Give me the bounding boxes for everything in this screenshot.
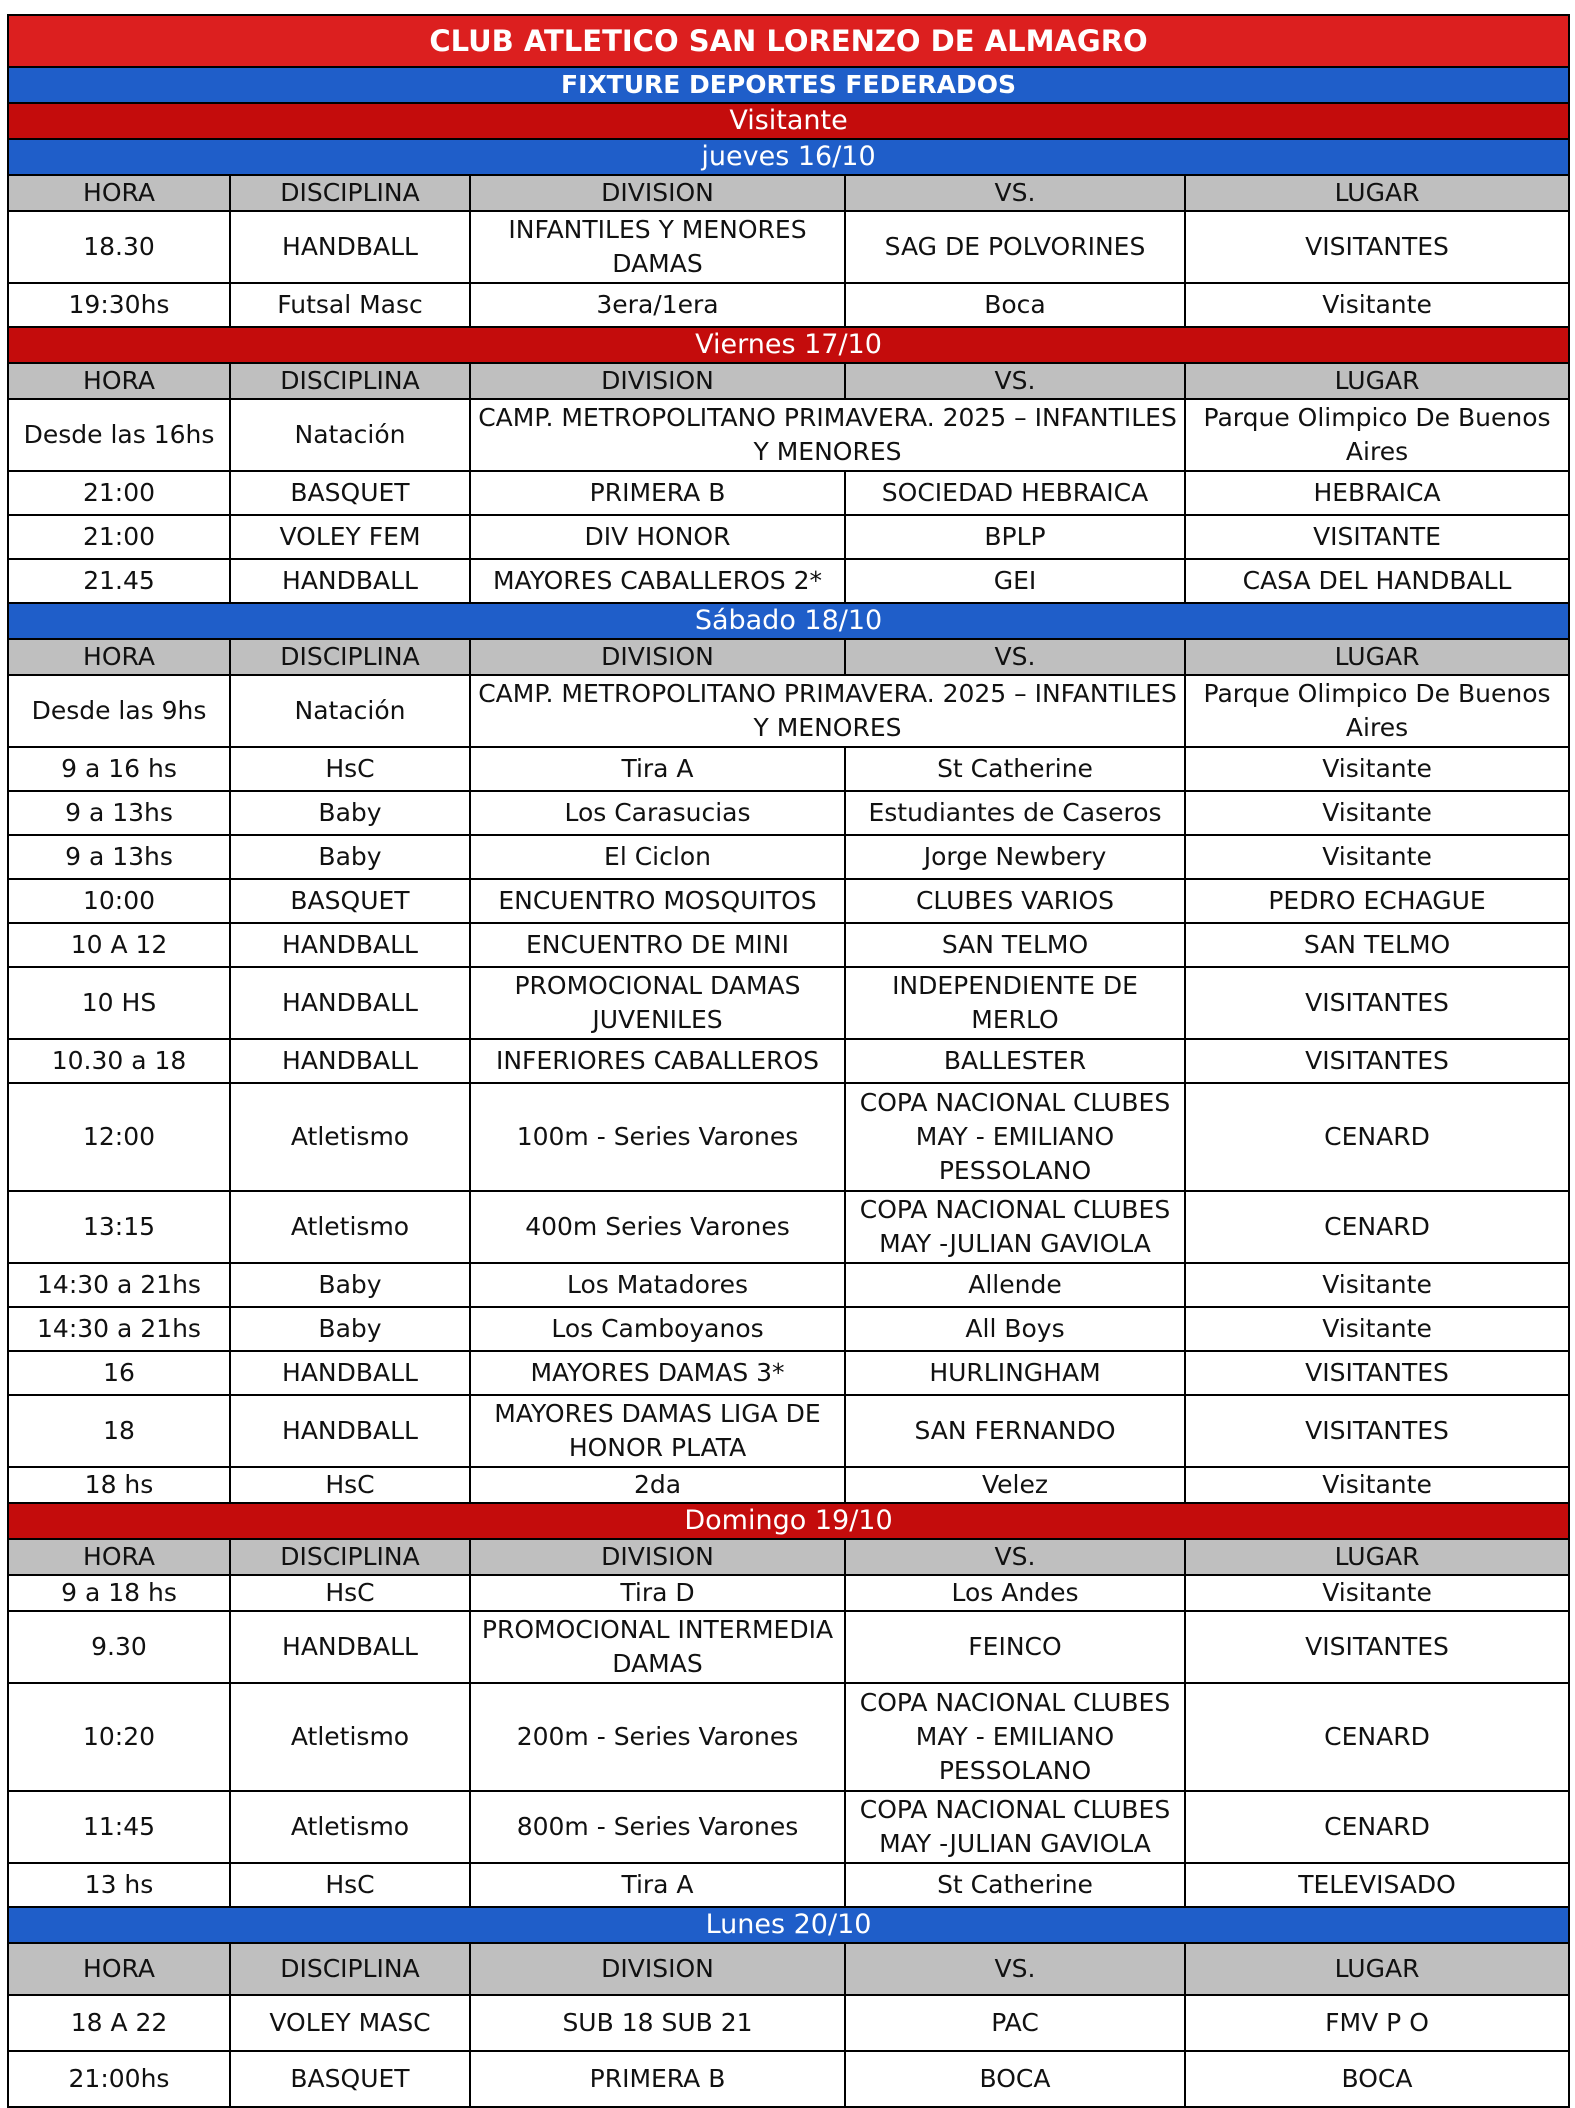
disciplina-cell: BASQUET <box>230 2051 470 2107</box>
disciplina-cell: HANDBALL <box>230 1039 470 1083</box>
column-header-row <box>8 175 1569 211</box>
lugar-cell: PEDRO ECHAGUE <box>1185 879 1569 923</box>
hora-cell: 18 A 22 <box>8 1995 230 2051</box>
division-cell: ENCUENTRO DE MINI <box>470 923 845 967</box>
division-cell: INFANTILES Y MENORES DAMAS <box>470 211 845 283</box>
division-cell: 800m - Series Varones <box>470 1791 845 1863</box>
division-cell: ENCUENTRO MOSQUITOS <box>470 879 845 923</box>
hora-cell: 14:30 a 21hs <box>8 1307 230 1351</box>
lugar-cell: CENARD <box>1185 1791 1569 1863</box>
lugar-cell: VISITANTES <box>1185 211 1569 283</box>
division-cell: CAMP. METROPOLITANO PRIMAVERA. 2025 – INFANTILES Y MENORES <box>470 675 1185 747</box>
division-cell: PRIMERA B <box>470 471 845 515</box>
table-row <box>8 559 1569 603</box>
column-header-lugar: LUGAR <box>1185 639 1569 675</box>
day-label: Sábado 18/10 <box>8 603 1569 639</box>
table-row <box>8 1791 1569 1863</box>
day-banner-row <box>8 327 1569 363</box>
lugar-cell: Visitante <box>1185 283 1569 327</box>
division-cell: 400m Series Varones <box>470 1191 845 1263</box>
table-row <box>8 283 1569 327</box>
fixture-subtitle: FIXTURE DEPORTES FEDERADOS <box>8 67 1569 103</box>
vs-cell: HURLINGHAM <box>845 1351 1185 1395</box>
hora-cell: 9 a 13hs <box>8 791 230 835</box>
disciplina-cell: HANDBALL <box>230 1351 470 1395</box>
division-cell: DIV HONOR <box>470 515 845 559</box>
column-header-disciplina: DISCIPLINA <box>230 1943 470 1995</box>
hora-cell: Desde las 9hs <box>8 675 230 747</box>
disciplina-cell: Natación <box>230 399 470 471</box>
hora-cell: 14:30 a 21hs <box>8 1263 230 1307</box>
column-header-row <box>8 1539 1569 1575</box>
vs-cell: INDEPENDIENTE DE MERLO <box>845 967 1185 1039</box>
table-row <box>8 2051 1569 2107</box>
hora-cell: 18 hs <box>8 1467 230 1503</box>
vs-cell: SAN FERNANDO <box>845 1395 1185 1467</box>
vs-cell: All Boys <box>845 1307 1185 1351</box>
vs-cell: Velez <box>845 1467 1185 1503</box>
lugar-cell: Visitante <box>1185 835 1569 879</box>
column-header-disciplina: DISCIPLINA <box>230 175 470 211</box>
column-header-hora: HORA <box>8 1539 230 1575</box>
column-header-vs: VS. <box>845 363 1185 399</box>
vs-cell: St Catherine <box>845 747 1185 791</box>
division-cell: MAYORES DAMAS 3* <box>470 1351 845 1395</box>
column-header-hora: HORA <box>8 175 230 211</box>
disciplina-cell: Baby <box>230 835 470 879</box>
table-row <box>8 399 1569 471</box>
table-row <box>8 1611 1569 1683</box>
division-cell: Tira A <box>470 1863 845 1907</box>
lugar-cell: VISITANTES <box>1185 1039 1569 1083</box>
disciplina-cell: Futsal Masc <box>230 283 470 327</box>
column-header-hora: HORA <box>8 639 230 675</box>
hora-cell: 18.30 <box>8 211 230 283</box>
division-cell: El Ciclon <box>470 835 845 879</box>
vs-cell: COPA NACIONAL CLUBES MAY -JULIAN GAVIOLA <box>845 1791 1185 1863</box>
disciplina-cell: HANDBALL <box>230 559 470 603</box>
division-cell: Los Carasucias <box>470 791 845 835</box>
hora-cell: 9 a 16 hs <box>8 747 230 791</box>
division-cell: Los Camboyanos <box>470 1307 845 1351</box>
disciplina-cell: BASQUET <box>230 879 470 923</box>
lugar-cell: FMV P O <box>1185 1995 1569 2051</box>
column-header-division: DIVISION <box>470 363 845 399</box>
table-row <box>8 1191 1569 1263</box>
lugar-cell: Visitante <box>1185 1575 1569 1611</box>
hora-cell: 21:00hs <box>8 2051 230 2107</box>
day-label: Domingo 19/10 <box>8 1503 1569 1539</box>
hora-cell: 19:30hs <box>8 283 230 327</box>
lugar-cell: CENARD <box>1185 1083 1569 1191</box>
column-header-disciplina: DISCIPLINA <box>230 639 470 675</box>
division-cell: Tira D <box>470 1575 845 1611</box>
day-banner-row <box>8 1907 1569 1943</box>
division-cell: PROMOCIONAL DAMAS JUVENILES <box>470 967 845 1039</box>
column-header-division: DIVISION <box>470 175 845 211</box>
disciplina-cell: Atletismo <box>230 1791 470 1863</box>
division-cell: 3era/1era <box>470 283 845 327</box>
vs-cell: FEINCO <box>845 1611 1185 1683</box>
lugar-cell: Visitante <box>1185 1307 1569 1351</box>
lugar-cell: Parque Olimpico De Buenos Aires <box>1185 675 1569 747</box>
column-header-hora: HORA <box>8 1943 230 1995</box>
lugar-cell: Visitante <box>1185 1467 1569 1503</box>
table-row <box>8 747 1569 791</box>
day-label: Viernes 17/10 <box>8 327 1569 363</box>
club-title: CLUB ATLETICO SAN LORENZO DE ALMAGRO <box>8 15 1569 67</box>
lugar-cell: HEBRAICA <box>1185 471 1569 515</box>
disciplina-cell: Atletismo <box>230 1083 470 1191</box>
day-banner-row <box>8 603 1569 639</box>
vs-cell: Jorge Newbery <box>845 835 1185 879</box>
table-row <box>8 1683 1569 1791</box>
disciplina-cell: VOLEY MASC <box>230 1995 470 2051</box>
hora-cell: 9 a 13hs <box>8 835 230 879</box>
column-header-division: DIVISION <box>470 1539 845 1575</box>
division-cell: 200m - Series Varones <box>470 1683 845 1791</box>
disciplina-cell: Atletismo <box>230 1191 470 1263</box>
lugar-cell: VISITANTES <box>1185 1351 1569 1395</box>
table-row <box>8 879 1569 923</box>
vs-cell: COPA NACIONAL CLUBES MAY -JULIAN GAVIOLA <box>845 1191 1185 1263</box>
table-row <box>8 1307 1569 1351</box>
division-cell: 2da <box>470 1467 845 1503</box>
hora-cell: 10:00 <box>8 879 230 923</box>
disciplina-cell: HsC <box>230 747 470 791</box>
lugar-cell: SAN TELMO <box>1185 923 1569 967</box>
lugar-cell: Visitante <box>1185 747 1569 791</box>
table-row <box>8 835 1569 879</box>
vs-cell: COPA NACIONAL CLUBES MAY - EMILIANO PESSOLANO <box>845 1683 1185 1791</box>
vs-cell: Allende <box>845 1263 1185 1307</box>
column-header-lugar: LUGAR <box>1185 363 1569 399</box>
table-row <box>8 1263 1569 1307</box>
table-row <box>8 1039 1569 1083</box>
vs-cell: Estudiantes de Caseros <box>845 791 1185 835</box>
vs-cell: BOCA <box>845 2051 1185 2107</box>
table-row <box>8 1083 1569 1191</box>
division-cell: CAMP. METROPOLITANO PRIMAVERA. 2025 – INFANTILES Y MENORES <box>470 399 1185 471</box>
lugar-cell: VISITANTES <box>1185 1395 1569 1467</box>
table-row <box>8 1995 1569 2051</box>
disciplina-cell: Baby <box>230 1263 470 1307</box>
lugar-cell: VISITANTE <box>1185 515 1569 559</box>
division-cell: Tira A <box>470 747 845 791</box>
lugar-cell: CENARD <box>1185 1683 1569 1791</box>
column-header-vs: VS. <box>845 1943 1185 1995</box>
lugar-cell: TELEVISADO <box>1185 1863 1569 1907</box>
lugar-cell: Parque Olimpico De Buenos Aires <box>1185 399 1569 471</box>
hora-cell: 13 hs <box>8 1863 230 1907</box>
table-row <box>8 675 1569 747</box>
hora-cell: 10 HS <box>8 967 230 1039</box>
disciplina-cell: Baby <box>230 1307 470 1351</box>
column-header-disciplina: DISCIPLINA <box>230 363 470 399</box>
hora-cell: 21:00 <box>8 471 230 515</box>
column-header-row <box>8 639 1569 675</box>
day-label: Lunes 20/10 <box>8 1907 1569 1943</box>
table-row <box>8 1467 1569 1503</box>
hora-cell: 21:00 <box>8 515 230 559</box>
vs-cell: CLUBES VARIOS <box>845 879 1185 923</box>
disciplina-cell: Atletismo <box>230 1683 470 1791</box>
disciplina-cell: Natación <box>230 675 470 747</box>
division-cell: PROMOCIONAL INTERMEDIA DAMAS <box>470 1611 845 1683</box>
hora-cell: Desde las 16hs <box>8 399 230 471</box>
table-row <box>8 791 1569 835</box>
column-header-division: DIVISION <box>470 639 845 675</box>
division-cell: INFERIORES CABALLEROS <box>470 1039 845 1083</box>
table-row <box>8 1575 1569 1611</box>
vs-cell: SAG DE POLVORINES <box>845 211 1185 283</box>
division-cell: SUB 18 SUB 21 <box>470 1995 845 2051</box>
lugar-cell: Visitante <box>1185 791 1569 835</box>
table-row <box>8 1863 1569 1907</box>
lugar-cell: VISITANTES <box>1185 1611 1569 1683</box>
vs-cell: SOCIEDAD HEBRAICA <box>845 471 1185 515</box>
column-header-row <box>8 1943 1569 1995</box>
lugar-cell: CASA DEL HANDBALL <box>1185 559 1569 603</box>
column-header-hora: HORA <box>8 363 230 399</box>
hora-cell: 10 A 12 <box>8 923 230 967</box>
vs-cell: BPLP <box>845 515 1185 559</box>
vs-cell: Los Andes <box>845 1575 1185 1611</box>
hora-cell: 9.30 <box>8 1611 230 1683</box>
disciplina-cell: HANDBALL <box>230 1611 470 1683</box>
column-header-vs: VS. <box>845 639 1185 675</box>
vs-cell: Boca <box>845 283 1185 327</box>
hora-cell: 10:20 <box>8 1683 230 1791</box>
location-banner: Visitante <box>8 103 1569 139</box>
column-header-vs: VS. <box>845 175 1185 211</box>
table-row <box>8 1351 1569 1395</box>
disciplina-cell: HANDBALL <box>230 967 470 1039</box>
division-cell: Los Matadores <box>470 1263 845 1307</box>
day-banner-row <box>8 1503 1569 1539</box>
hora-cell: 10.30 a 18 <box>8 1039 230 1083</box>
disciplina-cell: HANDBALL <box>230 1395 470 1467</box>
division-cell: MAYORES CABALLEROS 2* <box>470 559 845 603</box>
disciplina-cell: Baby <box>230 791 470 835</box>
disciplina-cell: HsC <box>230 1863 470 1907</box>
division-cell: MAYORES DAMAS LIGA DE HONOR PLATA <box>470 1395 845 1467</box>
column-header-disciplina: DISCIPLINA <box>230 1539 470 1575</box>
column-header-vs: VS. <box>845 1539 1185 1575</box>
disciplina-cell: BASQUET <box>230 471 470 515</box>
lugar-cell: BOCA <box>1185 2051 1569 2107</box>
lugar-cell: VISITANTES <box>1185 967 1569 1039</box>
disciplina-cell: HANDBALL <box>230 923 470 967</box>
table-row <box>8 471 1569 515</box>
vs-cell: GEI <box>845 559 1185 603</box>
day-label: jueves 16/10 <box>8 139 1569 175</box>
vs-cell: COPA NACIONAL CLUBES MAY - EMILIANO PESSOLANO <box>845 1083 1185 1191</box>
hora-cell: 18 <box>8 1395 230 1467</box>
day-banner-row <box>8 139 1569 175</box>
column-header-division: DIVISION <box>470 1943 845 1995</box>
table-row <box>8 1395 1569 1467</box>
hora-cell: 21.45 <box>8 559 230 603</box>
hora-cell: 12:00 <box>8 1083 230 1191</box>
disciplina-cell: HsC <box>230 1575 470 1611</box>
column-header-lugar: LUGAR <box>1185 175 1569 211</box>
vs-cell: SAN TELMO <box>845 923 1185 967</box>
hora-cell: 13:15 <box>8 1191 230 1263</box>
column-header-row <box>8 363 1569 399</box>
hora-cell: 9 a 18 hs <box>8 1575 230 1611</box>
vs-cell: PAC <box>845 1995 1185 2051</box>
hora-cell: 16 <box>8 1351 230 1395</box>
disciplina-cell: VOLEY FEM <box>230 515 470 559</box>
disciplina-cell: HANDBALL <box>230 211 470 283</box>
fixture-table <box>7 14 1570 2108</box>
division-cell: 100m - Series Varones <box>470 1083 845 1191</box>
table-row <box>8 515 1569 559</box>
table-row <box>8 967 1569 1039</box>
lugar-cell: CENARD <box>1185 1191 1569 1263</box>
column-header-lugar: LUGAR <box>1185 1539 1569 1575</box>
division-cell: PRIMERA B <box>470 2051 845 2107</box>
table-row <box>8 211 1569 283</box>
disciplina-cell: HsC <box>230 1467 470 1503</box>
lugar-cell: Visitante <box>1185 1263 1569 1307</box>
hora-cell: 11:45 <box>8 1791 230 1863</box>
vs-cell: BALLESTER <box>845 1039 1185 1083</box>
table-row <box>8 923 1569 967</box>
vs-cell: St Catherine <box>845 1863 1185 1907</box>
column-header-lugar: LUGAR <box>1185 1943 1569 1995</box>
